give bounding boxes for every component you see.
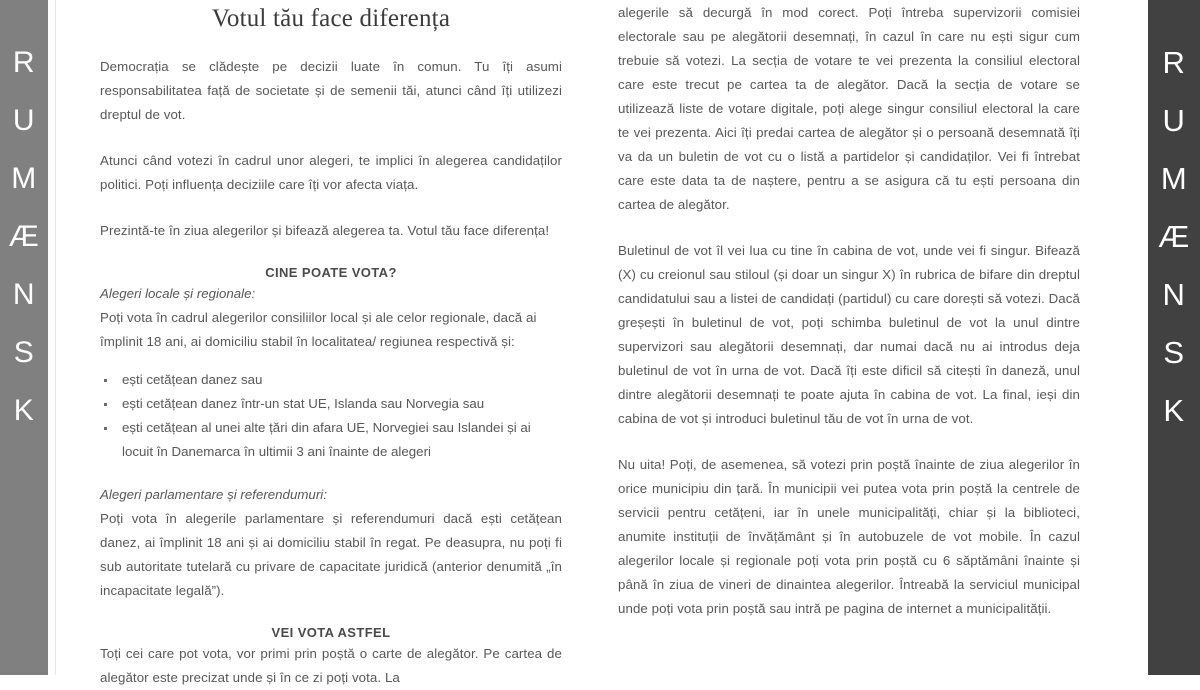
eligibility-bullet-list: [100, 368, 562, 464]
list-item: ești cetățean danez într-un stat UE, Islanda sau Norvegia sau: [100, 392, 562, 416]
paragraph-ballot-booth: Buletinul de vot îl vei lua cu tine în cabina de vot, unde vei fi singur. Bifează (X) cu creionul sau stiloul (și doar un singur X) în rubrica de bifare din dreptul candidatului sau a listei de candidați (partidul) cu care dorești să votezi. Dacă greșești în buletinul de vot, poți schimba buletinul de vot la unul dintre supervizori sau alegătorii desemnați, dar numai dacă nu ai introdus deja buletinul de vot în urna de vot. Dacă îți este dificil să citești în daneză, unul dintre alegătorii desemnați te poate ajuta în cabina de vot. La final, ieși din cabina de vot și introduci buletinul tău de vot în urna de vot.: [618, 243, 1080, 426]
paragraph-parliamentary-elections: Poți vota în alegerile parlamentare și referendumuri dacă ești cetățean danez, ai împlinit 18 ani și ai domiciliu stabil în regat. Pe deasupra, nu poți fi sub autoritate tutelară cu privare de capacitate juridică (anterior denumită „în incapacitate legală”).: [100, 511, 562, 598]
language-tab-left-letter-1: U: [12, 104, 36, 137]
language-tab-right-letter-0: R: [1162, 45, 1186, 80]
paragraph-intro-2: Atunci când votezi în cadrul unor alegeri, te implici în alegerea candidaților politici. Poți influența deciziile care îți vor afecta viața.: [100, 153, 562, 192]
language-tab-left-letter-5: S: [13, 336, 35, 369]
paragraph-polling-station: alegerile să decurgă în mod corect. Poți întreba supervizorii comisiei electorale sau pe alegătorii desemnați, în cazul în care nu ești sigur cum trebuie să votezi. La secția de votare te vei prezenta la consiliul electoral care este trecut pe cartea ta de alegător. Dacă la secția de votare se utilizează liste de votare digitale, poți alege singur consiliul electoral la care te vei prezenta. Aici îți predai cartea de alegător și o persoană desemnată îți va da un buletin de vot cu o listă a partidelor și candidaților. Vei fi întrebat care este data ta de naștere, pentru a se asigura că tu ești persoana din cartea de alegător.: [618, 5, 1080, 212]
paragraph-local-elections: Poți vota în cadrul alegerilor consiliilor local și ale celor regionale, dacă ai împlinit 18 ani, ai domiciliu stabil în localitatea/ regiunea respectivă și:: [100, 310, 537, 349]
section-heading-how-to-vote: VEI VOTA ASTFEL: [271, 625, 391, 640]
language-tab-left-letter-6: K: [13, 394, 35, 427]
language-tab-left-letter-3: Æ: [8, 220, 40, 253]
language-tab-left-letter-0: R: [12, 46, 36, 79]
list-item: ești cetățean danez sau: [100, 368, 562, 392]
paragraph-intro-1: Democrația se clădește pe decizii luate în comun. Tu îți asumi responsabilitatea față de societate și de semenii tăi, atunci când îți utilizezi dreptul de vot.: [100, 59, 562, 122]
column-left: [100, 0, 562, 685]
language-tab-left-letter-2: M: [11, 162, 37, 195]
subheading-parliamentary-elections: Alegeri parlamentare și referendumuri:: [100, 487, 327, 502]
subheading-local-elections: Alegeri locale și regionale:: [100, 286, 256, 301]
page-title: Votul tău face diferența: [211, 5, 451, 32]
language-tab-right-letter-5: S: [1163, 335, 1185, 370]
language-tab-right: [1148, 0, 1200, 675]
language-tab-left-letter-4: N: [12, 278, 36, 311]
language-tab-right-letter-3: Æ: [1158, 219, 1190, 254]
language-tab-right-letter-1: U: [1162, 103, 1186, 138]
list-item: ești cetățean al unei alte țări din afara UE, Norvegiei sau Islandei și ai locuit în Danemarca în ultimii 3 ani înainte de alegeri: [100, 416, 562, 464]
two-column-body: [56, 0, 1148, 685]
paragraph-how-to-vote: Toți cei care pot vota, vor primi prin poștă o carte de alegător. Pe cartea de alegător este precizat unde și în ce zi poți vota. La: [100, 646, 562, 685]
paragraph-postal-vote: Nu uita! Poți, de asemenea, să votezi prin poștă înainte de ziua alegerilor în orice municipiu din țară. În municipii vei putea vota prin poștă la centrele de servicii pentru cetățeni, iar în unele municipalități, chiar și la biblioteci, anumite instituții de învățământ și în autobuzele de vot mobile. În cazul alegerilor locale și regionale poți vota prin poștă cu 6 săptămâni înainte și până în ziua de vineri de dinaintea alegerilor. Întreabă la serviciul municipal unde poți vota prin poștă sau intră pe pagina de internet a municipalității.: [618, 457, 1080, 616]
column-right: [618, 0, 1080, 675]
paper-inner: [55, 0, 1148, 685]
language-tab-right-letter-2: M: [1160, 161, 1188, 196]
language-tab-right-letter-4: N: [1162, 277, 1186, 312]
paper-sheet: [48, 0, 1148, 685]
paragraph-intro-3: Prezintă-te în ziua alegerilor și bifează alegerea ta. Votul tău face diferența!: [100, 223, 550, 238]
language-tab-right-letter-6: K: [1163, 393, 1185, 428]
language-tab-left: [0, 0, 48, 675]
section-heading-who-can-vote: CINE POATE VOTA?: [265, 265, 397, 280]
